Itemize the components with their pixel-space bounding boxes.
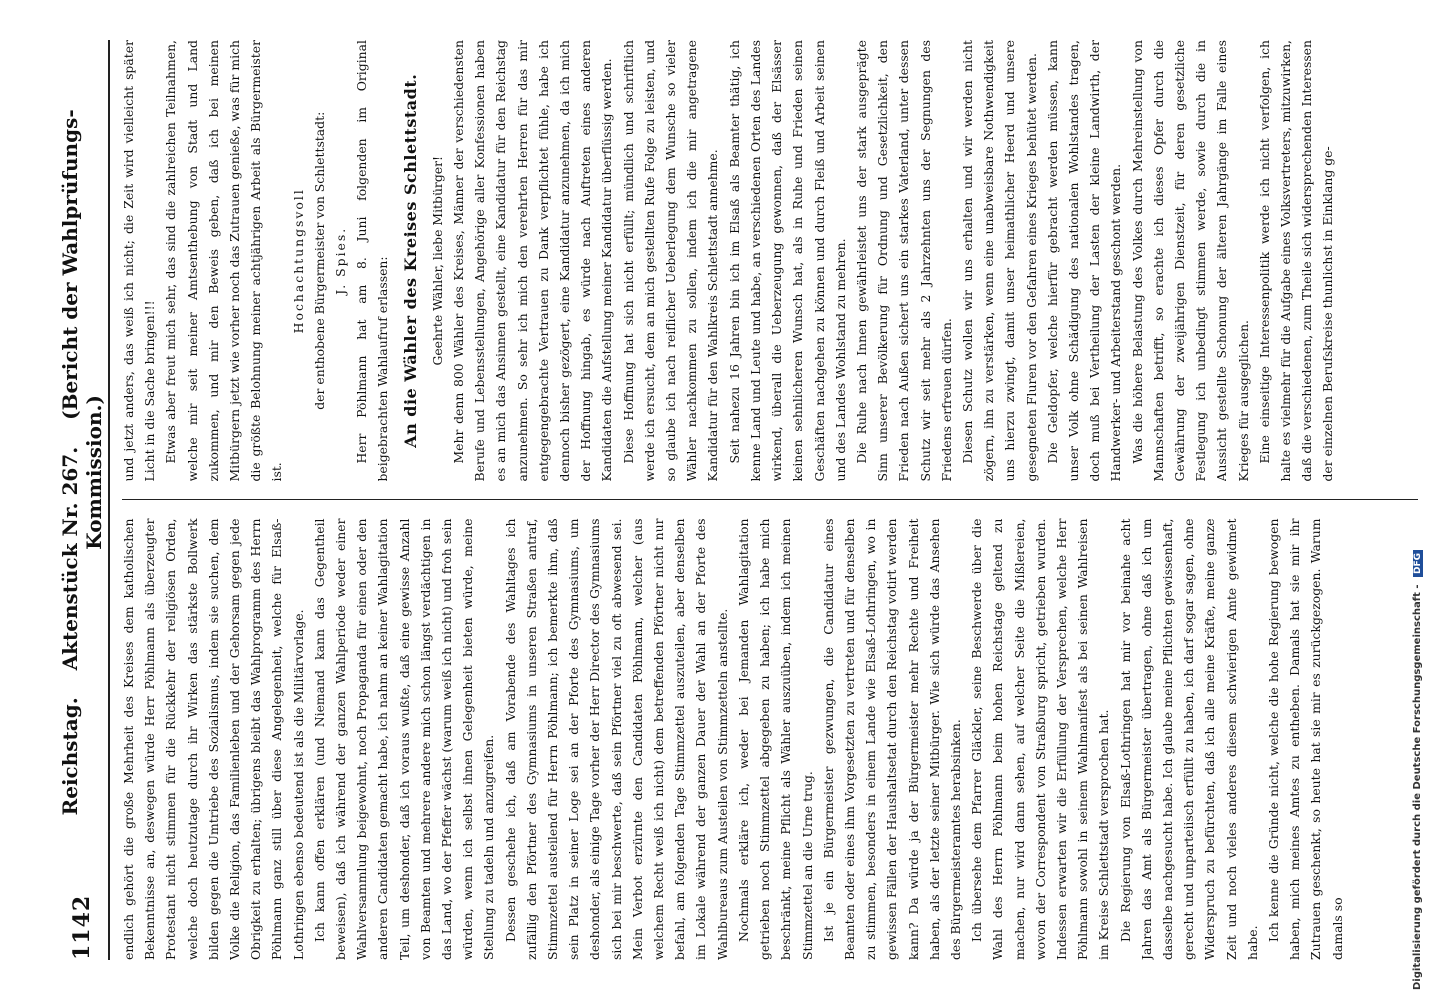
column-divider (122, 500, 1418, 501)
signature-name: J. Spies. (333, 226, 349, 295)
paragraph: Herr Pöhlmann hat am 8. Juni folgenden im Original beigebrachten Wahlaufruf erlassen: (354, 40, 391, 482)
paragraph: Ist je ein Bürgermeister gezwungen, die Candidatur eines Beamten oder eines ihm Vorgesetzten zu vertreten und für denselben zu stimmen, besonders in einem Lande wie Elsaß-Lothringen, wo in gewissen Fällen der Haushaltsetat durch den Reichstag votirt werden kann? Da würde ja der Bürgermeister mehr Rechte und Freiheit haben, als der letzte seiner Mitbürger. Wie sich würde das Ansehen des Bürgermeisteramtes herabsinken. (820, 518, 963, 960)
page-number: 1142 (69, 894, 95, 960)
paragraph: Was die höhere Belastung des Volkes durch Mehreinstellung von Mannschaften betrifft, so erachte ich dieses Opfer durch die Gewährung der zweijährigen Dienstzeit, für deren gesetzliche Festlegung ich unbedingt stimmen werde, sowie durch die in Aussicht gestellte Schonung der älteren Jahrgänge im Falle eines Krieges für ausgeglichen. (1129, 40, 1251, 482)
running-title (58, 40, 106, 895)
header-rule (108, 40, 110, 960)
closing-salutation: Hochachtungsvoll (290, 188, 306, 334)
dfg-logo: DFG (1413, 550, 1423, 577)
right-column (118, 40, 1418, 482)
paragraph: Diese Hoffnung hat sich nicht erfüllt; mündlich und schriftlich werde ich ersucht, dem an mich gestellten Rufe Folge zu leisten, und so glaube ich nach reiflicher Ueberlegung dem Wunsche so vieler Wähler nachkommen zu sollen, indem ich die mir angetragene Kandidatur für den Wahlkreis Schlettstadt annehme. (620, 40, 721, 482)
section-heading: An die Wähler des Kreises Schlettstadt. (400, 73, 420, 448)
paragraph: Nochmals erkläre ich, weder bei Jemanden Wahlagitation getrieben noch Stimmzettel abgegeben zu haben; ich habe mich beschränkt, meine Pflicht als Wähler auszuüben, indem ich meinen Stimmzettel an die Urne trug. (735, 518, 815, 960)
signature-title: der enthobene Bürgermeister von Schlettstadt: (311, 111, 327, 410)
rotated-page-content (60, 40, 1420, 960)
paragraph: Ich kann offen erklären (und Niemand kann das Gegentheil beweisen), daß ich während der ganzen Wahlperiode weder einer Wahlversammlung beigewohnt, noch Propaganda für einen oder den anderen Candidaten gemacht habe, ich nahm an keiner Wahlagitation Teil, um deshonder, daß ich voraus wußte, daß eine gewisse Anzahl von Beamten und mehrere andere mich schon längst verdächtigen in das Land, wo der Pfeffer wächst (warum weiß ich nicht) und froh sein würden, wenn ich selbst ihnen Gelegenheit bieten würde, meine Stellung zu tadeln und anzugreifen. (311, 518, 497, 960)
paragraph: Diesen Schutz wollen wir uns erhalten und wir werden nicht zögern, ihn zu verstärken, wenn eine unabweisbare Nothwendigkeit uns hierzu zwingt, damit unser heimathlicher Heerd und unsere gesegneten Fluren vor den Gefahren eines Krieges behütet werden. (959, 40, 1039, 482)
paragraph: endlich gehört die große Mehrheit des Kreises dem katholischen Bekenntnisse an, deswegen würde Herr Pöhlmann als überzeugter Protestant nicht stimmen für die Rückkehr der religiösen Orden, welche doch heutzutage durch ihr Wirken das stärkste Bollwerk bilden gegen die Umtriebe des Sozialismus, indem sie suchen, dem Volke die Religion, das Familienleben und der Gehorsam gegen jede Obrigkeit zu erhalten; übrigens bleibt das Wahlprogramm des Herrn Pöhlmann ganz still über diese Angelegenheit, welche für Elsaß-Lothringen ebenso bedeutend ist als die Militärvorlage. (121, 518, 306, 960)
running-title-left: Reichstag. (58, 697, 82, 816)
running-title-right: (Bericht der Wahlprüfungs-Kommission.) (58, 109, 106, 550)
paragraph: und jetzt anders, das weiß ich nicht; die Zeit wird vielleicht später Licht in die Sache bringen!!! (121, 40, 158, 482)
running-title-center: Aktenstück Nr. 267. (58, 446, 82, 671)
paragraph: Die Ruhe nach Innen gewährleistet uns der stark ausgeprägte Sinn unserer Bevölkerung für Ordnung und Gesetzlichkeit, den Frieden nach Außen sichert uns ein starkes Vaterland, unter dessen Schutz wir seit mehr als 2 Jahrzehnten uns der Segnungen des Friedens erfreuen dürfen. (853, 40, 954, 482)
left-column (118, 519, 1418, 961)
page-header (60, 40, 104, 960)
paragraph: Ich kenne die Gründe nicht, welche die hohe Regierung bewogen haben, mich meines Amtes zu entheben. Damals hat sie mir ihr Zutrauen geschenkt, so heute hat sie mir es zurückgezogen. Warum damals so (1265, 518, 1345, 960)
digitization-credit-strip (1392, 0, 1432, 1000)
paragraph: Dessen geschehe ich, daß am Vorabende des Wahltages ich zufällig den Pförtner des Gymnasiums in unseren Straßen antraf, Stimmzettel austeilend für Herrn Pöhlmann; ich bemerkte ihm, daß sein Platz in seiner Loge sei an der Pforte des Gymnasiums, um deshonder, als einige Tage vorher der Herr Director des Gymnasiums sich bei mir beschwerte, daß sein Pförtner viel zu oft abwesend sei. Mein Verbot erzürnte den Candidaten Pöhlmann, welcher (aus welchem Recht weiß ich nicht) dem betreffenden Pförtner nicht nur befahl, am folgenden Tage Stimmzettel auszuteilen, aber denselben im Lokale während der ganzen Dauer der Wahl an der Pforte des Wahlbureaus zum Austeilen von Stimmzetteln anstellte. (502, 518, 730, 960)
paragraph: Mehr denn 800 Wähler des Kreises, Männer der verschiedensten Berufe und Lebensstellungen, Angehörige aller Konfessionen haben es an mich das Ansinnen gestellt, eine Kandidatur für den Reichstag anzunehmen. So sehr ich mich den verehrten Herren für das mir entgegengebrachte Vertrauen zu Dank verpflichtet fühle, habe ich dennoch bisher gezögert, eine Kandidatur anzunehmen, da ich mich der Hoffnung hingab, es würde nach Auftreten eines anderen Kandidaten die Aufstellung meiner Kandidatur überflüssig werden. (451, 40, 615, 482)
digitization-credit (1412, 550, 1423, 990)
text-columns (118, 40, 1418, 960)
paragraph: Die Geldopfer, welche hierfür gebracht werden müssen, kann unser Volk ohne Schädigung des nationalen Wohlstandes tragen, doch muß bei Vertheilung der Lasten der kleine Landwirth, der Handwerker- und Arbeiterstand geschont werden. (1044, 40, 1124, 482)
paragraph: Etwas aber freut mich sehr, das sind die zahlreichen Teilnahmen, welche mir seit meiner Amtsenthebung von Stadt und Land zukommen, und mir den Beweis geben, daß ich bei meinen Mitbürgern jetzt wie vorher noch das Zutrauen genieße, was für mich die größte Belohnung meiner achtjährigen Arbeit als Bürgermeister ist. (163, 40, 285, 482)
paragraph: Ich übersehe dem Pfarrer Gläckler, seine Beschwerde über die Wahl des Herrn Pöhlmann beim hohen Reichstage geltend zu machen, nur wird dann sehen, auf welcher Seite die Mißlereien, wovon der Correspondent von Straßburg spricht, getrieben wurden. Indessen erwarten wir die Erfüllung der Versprechen, welche Herr Pöhlmann sowohl in seinem Wahlmanifest als bei seinen Wahlreisen im Kreise Schlettstadt versprochen hat. (969, 518, 1112, 960)
credit-text: Digitalisierung gefördert durch die Deutsche Forschungsgemeinschaft - (1412, 584, 1423, 990)
salutation: Geehrte Wähler, liebe Mitbürger! (429, 155, 445, 366)
paragraph: Die Regierung von Elsaß-Lothringen hat mir vor beinahe acht Jahren das Amt als Bürgermeister übertragen, ohne daß ich um dasselbe nachgesucht habe. Ich glaube meine Pflichten gewissenhaft, gerecht und unparteiisch erfüllt zu haben, ich darf sogar sagen, ohne Widerspruch zu befürchten, daß ich alle meine Kräfte, meine ganze Zeit und noch vieles anderes diesem schwierigen Amte gewidmet habe. (1117, 518, 1260, 960)
paragraph: Seit nahezu 16 Jahren bin ich im Elsaß als Beamter thätig, ich kenne Land und Leute und habe, an verschiedenen Orten des Landes wirkend, überall die Ueberzeugung gewonnen, daß der Elsässer keinen sehnlicheren Wunsch hat, als in Ruhe und Frieden seinen Geschäften nachgehen zu können und durch Fleiß und Arbeit seinen und des Landes Wohlstand zu mehren. (726, 40, 848, 482)
paragraph: Eine einseitige Interessenpolitik werde ich nicht verfolgen, ich halte es vielmehr für die Aufgabe eines Volksvertreters, mitzuwirken, daß die verschiedenen, zum Theile sich widersprechenden Interessen der einzelnen Berufskreise thunlichst in Einklang ge- (1256, 40, 1336, 482)
